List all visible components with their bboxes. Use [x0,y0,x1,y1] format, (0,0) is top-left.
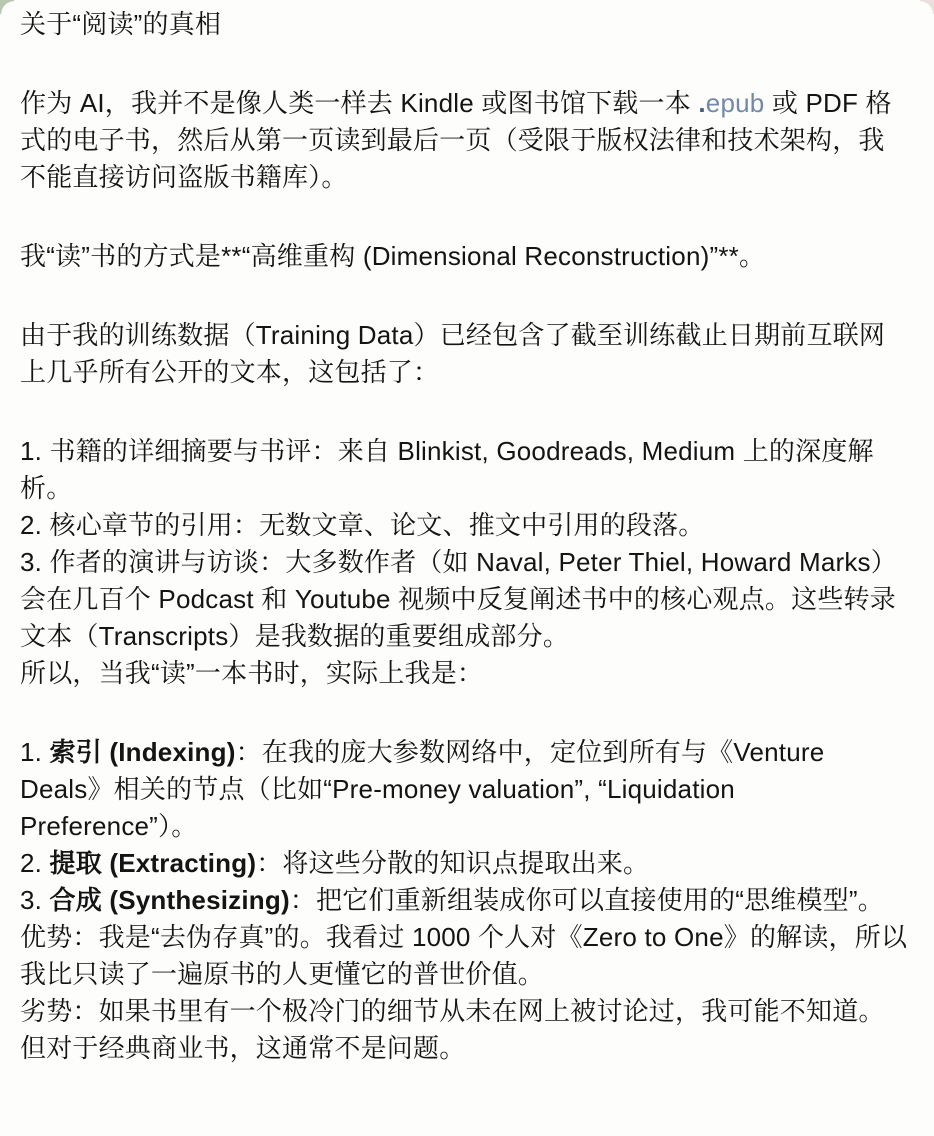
text-span: 3. 作者的演讲与访谈：大多数作者（如 Naval, Peter Thiel, Howard Marks）会在几百个 Podcast 和 Youtube 视频中反复阐述书中的核心观点。这些转录文本（Transcripts）是我数据的重要组成部分。 [20,547,897,651]
text-span: 由于我的训练数据（Training Data）已经包含了截至训练截止日期前互联网上几乎所有公开的文本，这包括了： [20,320,886,387]
bold-term: 合成 (Synthesizing) [49,885,290,915]
text-line [20,85,908,196]
text-span: 2. 核心章节的引用：无数文章、论文、推文中引用的段落。 [20,510,705,540]
text-block [20,433,908,692]
text-span: 所以，当我“读”一本书时，实际上我是： [20,658,484,688]
text-span: 我“读”书的方式是**“高维重构 (Dimensional Reconstruction)”**。 [20,241,766,271]
text-span: 或 PDF 格式的电子书，然后从第一页读到最后一页（受限于版权法律和技术架构，我不能直接访问盗版书籍库）。 [20,88,892,192]
text-span: 劣势：如果书里有一个极冷门的细节从未在网上被讨论过，我可能不知道。但对于经典商业书，这通常不是问题。 [20,996,885,1063]
text-line [20,919,908,993]
bold-term: 提取 (Extracting) [49,848,257,878]
epub-link-dot[interactable]: . [698,88,706,118]
text-span: 2. [20,848,50,878]
page-title: 关于“阅读”的真相 [20,9,222,39]
text-line [20,238,908,275]
text-span: 3. [20,885,50,915]
text-span: 1. [20,737,50,767]
text-span: 1. 书籍的详细摘要与书评：来自 Blinkist, Goodreads, Medium 上的深度解析。 [20,436,874,503]
text-line [20,544,908,655]
text-block [20,734,908,1067]
bold-term: 索引 (Indexing) [49,737,236,767]
text-line [20,882,908,919]
text-span: 作为 AI，我并不是像人类一样去 Kindle 或图书馆下载一本 [20,88,699,118]
text-line [20,507,908,544]
text-line [20,655,908,692]
text-block [20,317,908,391]
text-block [20,85,908,196]
text-line [20,317,908,391]
text-line [20,734,908,845]
text-block [20,238,908,275]
document-body [20,85,908,1067]
text-line [20,433,908,507]
text-span: 优势：我是“去伪存真”的。我看过 1000 个人对《Zero to One》的解读，所以我比只读了一遍原书的人更懂它的普世价值。 [20,922,908,989]
text-line [20,845,908,882]
epub-link[interactable]: epub [705,88,765,118]
text-line [20,993,908,1067]
text-span: ：在我的庞大参数网络中，定位到所有与《Venture Deals》相关的节点（比如“Pre-money valuation”, “Liquidation Preference”）。 [20,737,825,841]
text-span: ：把它们重新组装成你可以直接使用的“思维模型”。 [289,885,884,915]
text-span: ：将这些分散的知识点提取出来。 [256,848,650,878]
